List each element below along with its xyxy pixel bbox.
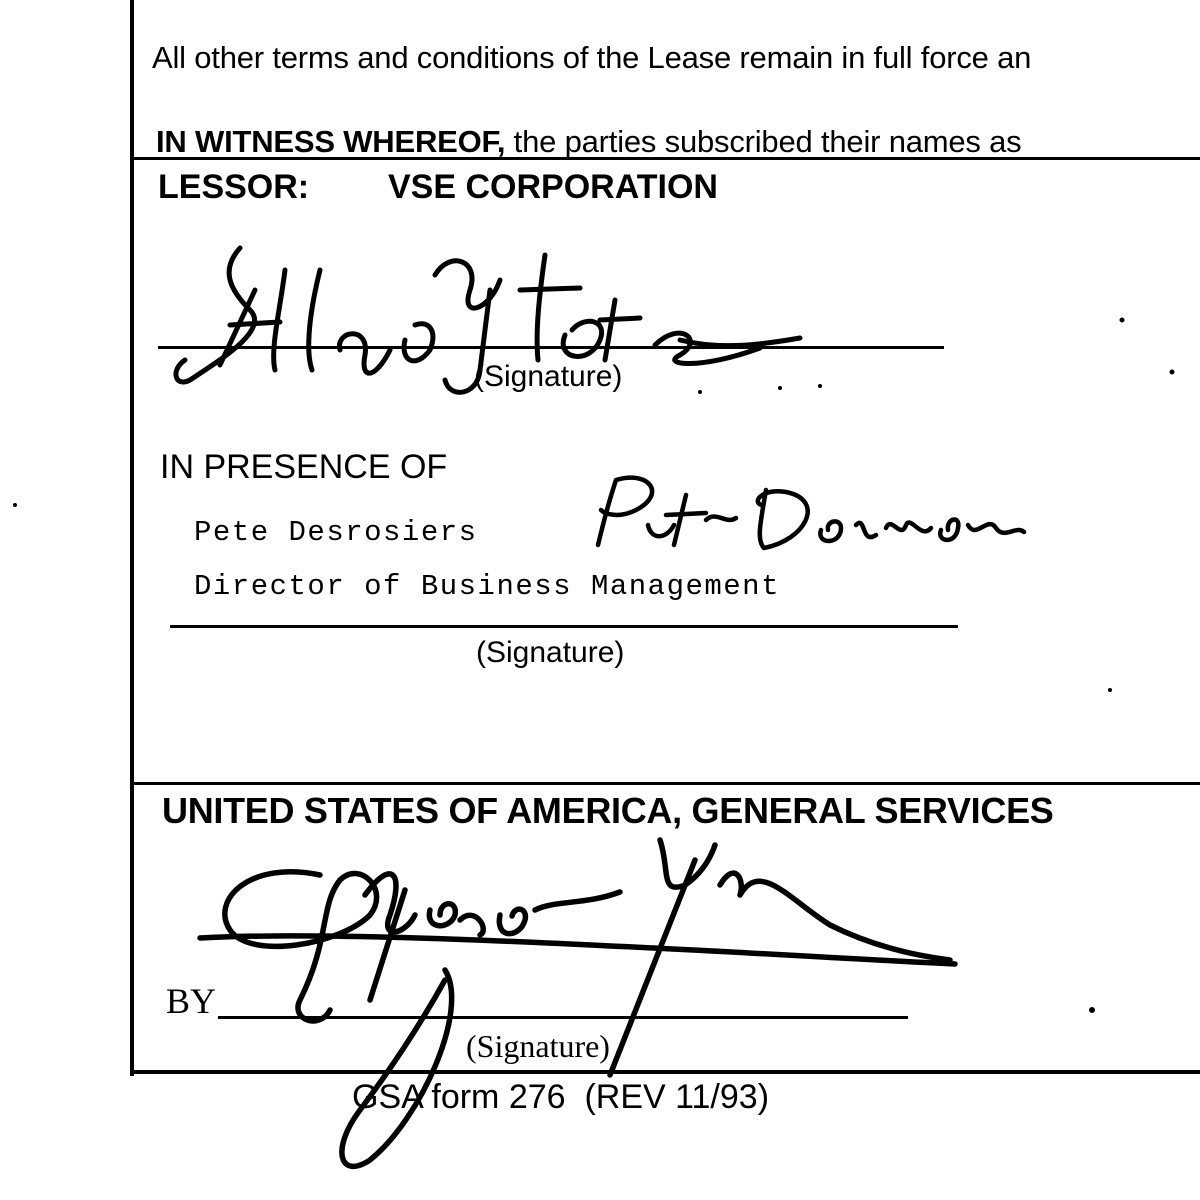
lessor-name: VSE CORPORATION [388, 168, 718, 206]
terms-statement: All other terms and conditions of the Lease remain in full force an [152, 40, 1032, 75]
form-revision: (REV 11/93) [584, 1078, 770, 1116]
by-label: BY [166, 981, 217, 1021]
witness-title: Director of Business Management [194, 570, 780, 603]
lessor-label: LESSOR: [158, 168, 310, 206]
government-header: UNITED STATES OF AMERICA, GENERAL SERVICES [162, 790, 1054, 831]
government-signature-caption: (Signature) [466, 1028, 610, 1064]
witness-rest: the parties subscribed their names as [505, 124, 1022, 159]
witness-signature-caption: (Signature) [476, 636, 625, 669]
witness-lead: IN WITNESS WHEREOF, [156, 124, 506, 159]
form-number: GSA form 276 [352, 1078, 566, 1116]
presence-label: IN PRESENCE OF [160, 448, 448, 486]
lessor-signature-caption: (Signature) [474, 360, 623, 393]
witness-name: Pete Desrosiers [194, 516, 478, 549]
